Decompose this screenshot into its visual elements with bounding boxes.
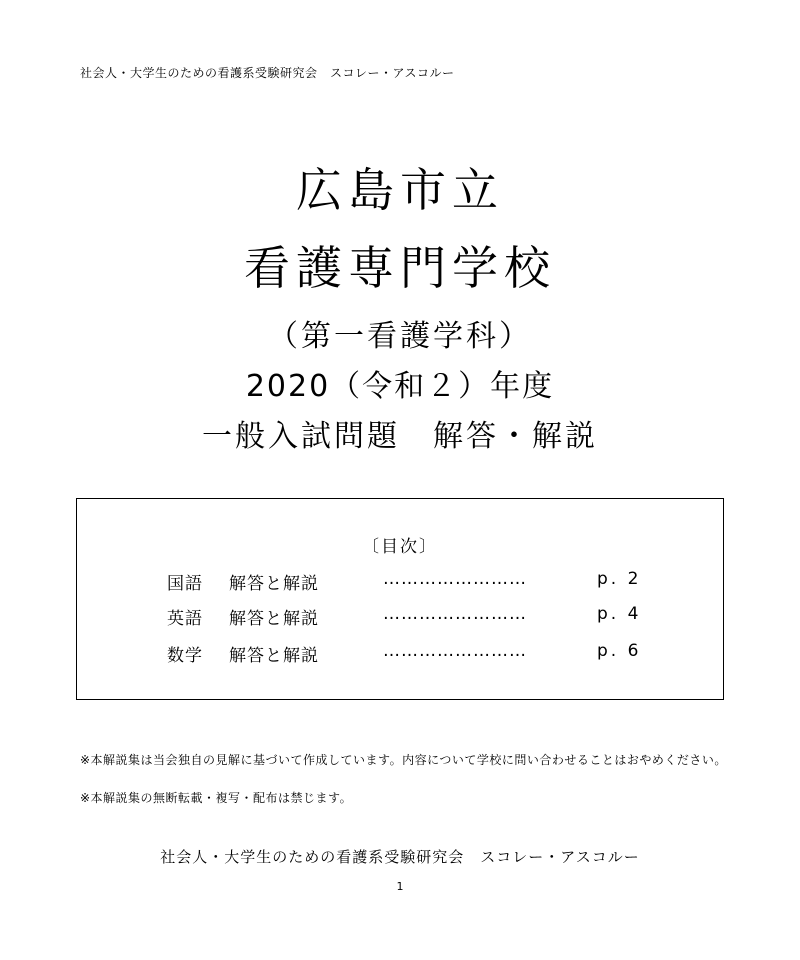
school-title-line1: 広島市立	[296, 163, 504, 217]
header-note: 社会人・大学生のための看護系受験研究会 スコレー・アスコルー	[80, 66, 455, 80]
notice-copyright: ※本解説集の無断転載・複写・配布は禁じます。	[80, 791, 353, 805]
toc-row-japanese[interactable]	[0, 569, 800, 595]
toc-subject: 数学	[167, 646, 203, 666]
page-number: 1	[396, 880, 404, 893]
table-of-contents-box	[76, 498, 724, 700]
toc-page-number: p. 6	[597, 641, 642, 661]
toc-subject: 国語	[167, 574, 203, 594]
toc-leader-dots: ……………………	[383, 641, 527, 661]
toc-leader-dots: ……………………	[383, 569, 527, 589]
notice-inquiry: ※本解説集は当会独自の見解に基づいて作成しています。内容について学校に問い合わせることはおやめください。	[80, 753, 727, 767]
exam-year: 2020（令和２）年度	[245, 369, 555, 404]
toc-page-number: p. 4	[597, 604, 642, 624]
toc-page-number: p. 2	[597, 569, 642, 589]
toc-heading: 〔目次〕	[362, 537, 438, 557]
toc-description: 解答と解説	[229, 646, 319, 666]
exam-title: 一般入試問題 解答・解説	[202, 419, 598, 454]
toc-subject: 英語	[167, 609, 203, 629]
school-title-line2: 看護専門学校	[244, 241, 556, 295]
toc-row-math[interactable]	[0, 641, 800, 667]
footer-note: 社会人・大学生のための看護系受験研究会 スコレー・アスコルー	[160, 848, 640, 866]
department-subtitle: （第一看護学科）	[268, 319, 532, 354]
toc-leader-dots: ……………………	[383, 604, 527, 624]
toc-description: 解答と解説	[229, 574, 319, 594]
toc-description: 解答と解説	[229, 609, 319, 629]
toc-row-english[interactable]	[0, 604, 800, 630]
